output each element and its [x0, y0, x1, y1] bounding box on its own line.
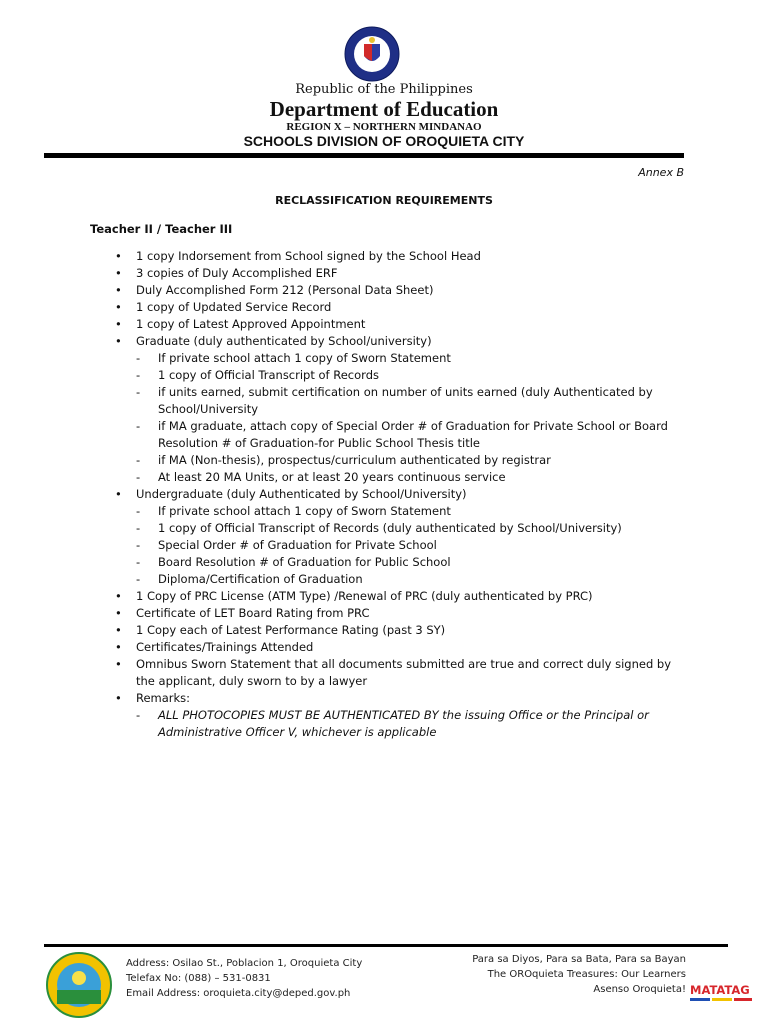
sub-requirement-item: [136, 707, 688, 741]
requirements-list: [0, 248, 692, 741]
bullet-marker: •: [115, 266, 122, 280]
requirement-item: [0, 690, 692, 741]
bullet-marker: •: [115, 334, 122, 348]
bullet-marker: •: [115, 606, 122, 620]
footer-email: Email Address: oroquieta.city@deped.gov.ph: [126, 988, 351, 999]
dash-marker: -: [136, 538, 141, 552]
footer-telefax: Telefax No: (088) – 531-0831: [126, 973, 271, 984]
sub-requirement-text: 1 copy of Official Transcript of Records: [158, 368, 379, 382]
bullet-marker: •: [115, 623, 122, 637]
dash-marker: -: [136, 504, 141, 518]
footer-contact: [126, 956, 362, 1001]
requirement-item: [0, 316, 692, 333]
document-title: RECLASSIFICATION REQUIREMENTS: [275, 194, 493, 207]
dash-marker: -: [136, 351, 141, 365]
requirement-text: 1 copy Indorsement from School signed by the School Head: [136, 249, 481, 263]
dash-marker: -: [136, 521, 141, 535]
matatag-logo-icon: [690, 981, 754, 1005]
dash-marker: -: [136, 453, 141, 467]
sub-requirement-item: [136, 537, 688, 554]
requirement-item: [0, 588, 692, 605]
sub-requirement-list: [136, 503, 692, 588]
deped-seal-icon: [334, 26, 410, 82]
footer-slogan-3: Asenso Oroquieta!: [593, 984, 686, 995]
sub-requirement-text: if MA (Non-thesis), prospectus/curriculum authenticated by registrar: [158, 453, 551, 467]
footer-slogan-2: The OROquieta Treasures: Our Learners: [487, 969, 686, 980]
republic-label: Republic of the Philippines: [295, 82, 473, 97]
header-divider: [44, 153, 684, 158]
requirement-item: [0, 333, 692, 486]
requirement-text: Certificates/Trainings Attended: [136, 640, 314, 654]
bullet-marker: •: [115, 249, 122, 263]
sub-requirement-text: Diploma/Certification of Graduation: [158, 572, 363, 586]
requirement-item: [0, 622, 692, 639]
dash-marker: -: [136, 419, 141, 433]
requirement-text: Graduate (duly authenticated by School/university): [136, 334, 432, 348]
sub-requirement-text: if MA graduate, attach copy of Special Order # of Graduation for Private School or Board Resolution # of Graduation-for Public School Thesis title: [158, 419, 668, 450]
requirement-text: Certificate of LET Board Rating from PRC: [136, 606, 370, 620]
bullet-marker: •: [115, 640, 122, 654]
region-label: REGION X – NORTHERN MINDANAO: [286, 121, 482, 133]
requirement-text: 1 Copy of PRC License (ATM Type) /Renewal of PRC (duly authenticated by PRC): [136, 589, 593, 603]
sub-requirement-item: [136, 520, 688, 537]
sub-requirement-text: If private school attach 1 copy of Sworn Statement: [158, 351, 451, 365]
requirement-text: Duly Accomplished Form 212 (Personal Data Sheet): [136, 283, 434, 297]
bullet-marker: •: [115, 691, 122, 705]
footer-slogan-1: Para sa Diyos, Para sa Bata, Para sa Bayan: [472, 954, 686, 965]
department-title: Department of Education: [269, 97, 499, 121]
requirement-item: [0, 282, 692, 299]
requirement-item: [0, 656, 692, 690]
sub-requirement-list: [136, 707, 692, 741]
sub-requirement-item: [136, 469, 688, 486]
sub-requirement-item: [136, 350, 688, 367]
sub-requirement-list: [136, 350, 692, 486]
sub-requirement-text: Special Order # of Graduation for Private School: [158, 538, 437, 552]
requirement-item: [0, 248, 692, 265]
dash-marker: -: [136, 572, 141, 586]
dash-marker: -: [136, 368, 141, 382]
requirement-item: [0, 605, 692, 622]
division-label: SCHOOLS DIVISION OF OROQUIETA CITY: [243, 133, 525, 149]
requirement-item: [0, 299, 692, 316]
annex-label: Annex B: [638, 166, 684, 179]
sub-requirement-text: 1 copy of Official Transcript of Records (duly authenticated by School/University): [158, 521, 622, 535]
dash-marker: -: [136, 555, 141, 569]
matatag-wordmark: MATATAG: [690, 983, 750, 997]
sub-requirement-item: [136, 503, 688, 520]
requirement-text: 1 copy of Updated Service Record: [136, 300, 332, 314]
bullet-marker: •: [115, 317, 122, 331]
requirement-text: 3 copies of Duly Accomplished ERF: [136, 266, 338, 280]
requirement-text: Remarks:: [136, 691, 191, 705]
sub-requirement-item: [136, 452, 688, 469]
sub-requirement-text: Board Resolution # of Graduation for Public School: [158, 555, 451, 569]
sub-requirement-text: ALL PHOTOCOPIES MUST BE AUTHENTICATED BY the issuing Office or the Principal or Administrative Officer V, whichever is applicable: [158, 708, 649, 739]
sub-requirement-item: [136, 418, 688, 452]
sub-requirement-text: If private school attach 1 copy of Sworn Statement: [158, 504, 451, 518]
requirement-text: 1 copy of Latest Approved Appointment: [136, 317, 366, 331]
dash-marker: -: [136, 708, 141, 722]
requirement-item: [0, 639, 692, 656]
dash-marker: -: [136, 385, 141, 399]
sub-requirement-item: [136, 367, 688, 384]
bullet-marker: •: [115, 283, 122, 297]
bullet-marker: •: [115, 487, 122, 501]
requirement-text: Undergraduate (duly Authenticated by School/University): [136, 487, 467, 501]
footer-address: Address: Osilao St., Poblacion 1, Oroquieta City: [126, 958, 363, 969]
bullet-marker: •: [115, 589, 122, 603]
sub-requirement-item: [136, 384, 688, 418]
sub-requirement-text: if units earned, submit certification on number of units earned (duly Authenticated by School/University: [158, 385, 653, 416]
dash-marker: -: [136, 470, 141, 484]
requirement-item: [0, 265, 692, 282]
position-subheading: Teacher II / Teacher III: [90, 222, 233, 236]
sub-requirement-text: At least 20 MA Units, or at least 20 years continuous service: [158, 470, 506, 484]
requirement-item: [0, 486, 692, 588]
footer-divider: [44, 944, 728, 947]
bullet-marker: •: [115, 300, 122, 314]
footer-slogans: [472, 952, 686, 997]
sub-requirement-item: [136, 554, 688, 571]
requirement-text: Omnibus Sworn Statement that all documents submitted are true and correct duly signed by the applicant, duly sworn to by a lawyer: [136, 657, 672, 688]
sub-requirement-item: [136, 571, 688, 588]
division-seal-icon: [46, 952, 112, 1018]
bullet-marker: •: [115, 657, 122, 671]
requirement-text: 1 Copy each of Latest Performance Rating (past 3 SY): [136, 623, 446, 637]
